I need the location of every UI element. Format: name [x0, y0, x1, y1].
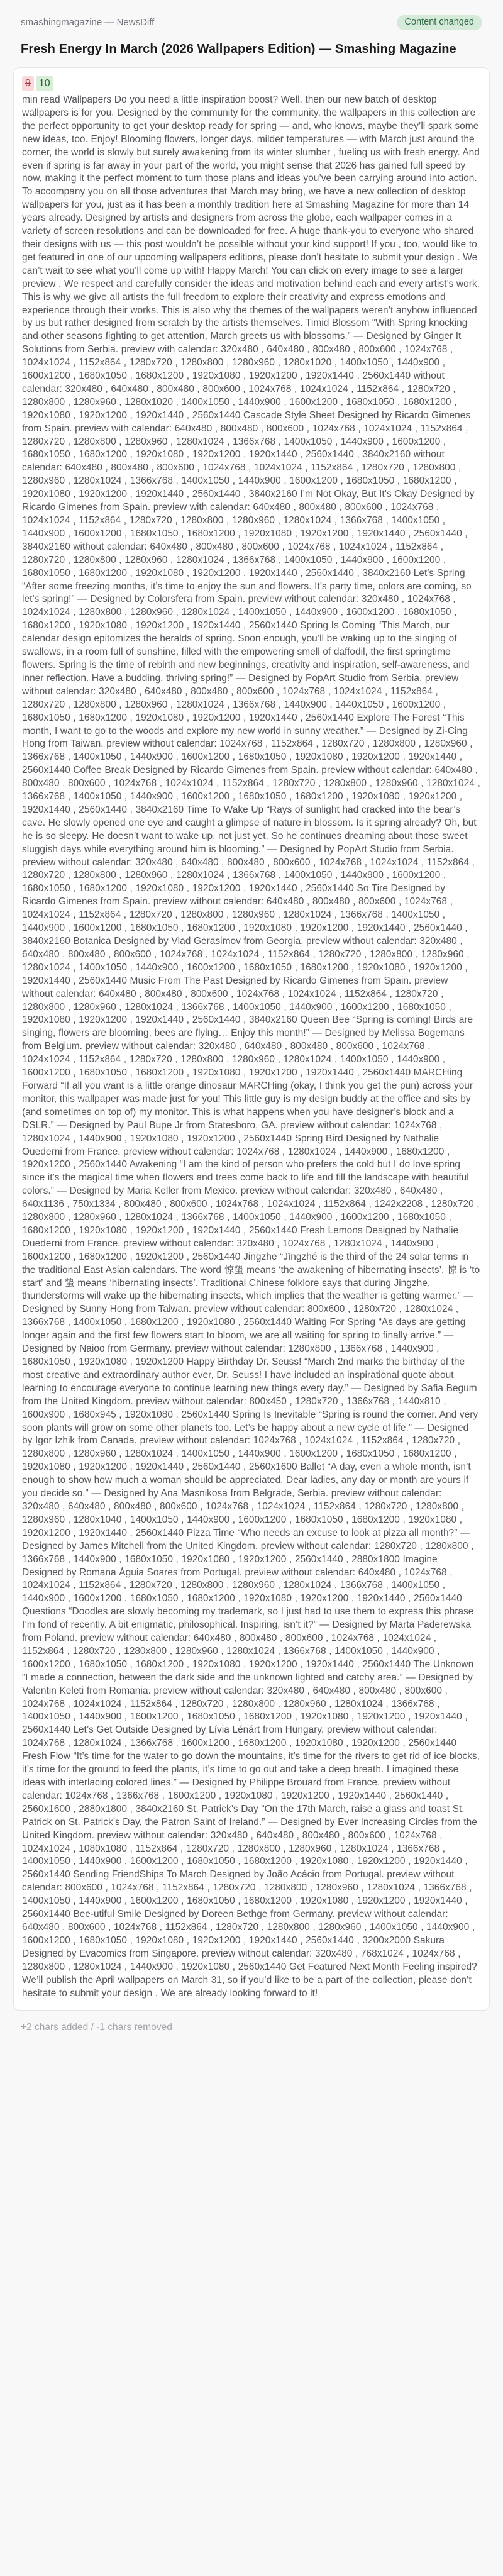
page-title: Fresh Energy In March (2026 Wallpapers Edition) — Smashing Magazine — [21, 42, 456, 56]
header-row — [13, 15, 490, 30]
change-summary: +2 chars added / -1 chars removed — [21, 2022, 172, 2033]
diff-removed-token: 9 — [22, 76, 34, 91]
status-badge: Content changed — [397, 15, 482, 30]
source-label: smashingmagazine — NewsDiff — [21, 17, 155, 28]
diff-card — [13, 67, 490, 2011]
diff-body-text: min read Wallpapers Do you need a little inspiration boost? Well, then our new batch of desktop wallpapers is for you. Designed by the community for the community, the wallpapers in this collection are the perfect opportunity to get your desktop ready for spring — and, who knows, maybe they’ll spark some new ideas, too. Enjoy! Blooming flowers, longer days, milder temperatures — with March just around the corner, the world is slowly but surely awakening from its winter slumber , fueling us with fresh energy. And even if spring is far away in your part of the world, you might sense that 2026 has gained full speed by now, making it the perfect moment to turn those plans and ideas you’ve been carrying around into action. To accompany you on all those adventures that March may bring, we have a new collection of desktop wallpapers for you, just as it has been a monthly tradition here at Smashing Magazine for more than 14 years already. Designed by artists and designers from across the globe, each wallpaper comes in a variety of screen resolutions and can be downloaded for free. A huge thank-you to everyone who shared their designs with us — this post wouldn’t be possible without your kind support! If you , too, would like to get featured in one of our upcoming wallpapers editions, please don’t hesitate to submit your design . We can’t wait to see what you’ll come up with! Happy March! You can click on every image to see a larger preview . We respect and carefully consider the ideas and motivation behind each and every artist’s work. This is why we give all artists the full freedom to explore their creativity and express emotions and experience through their works. This is also why the themes of the wallpapers weren’t anyhow influenced by us but rather designed from scratch by the artists themselves. Timid Blossom “With Spring knocking and other seasons fighting to get attention, March greets us with blossoms.” — Designed by Ginger It Solutions from Serbia. preview with calendar: 320x480 , 640x480 , 800x480 , 800x600 , 1024x768 , 1024x1024 , 1152x864 , 1280x720 , 1280x800 , 1280x960 , 1280x1020 , 1400x1050 , 1440x900 , 1600x1200 , 1680x1050 , 1680x1200 , 1920x1080 , 1920x1200 , 1920x1440 , 2560x1440 without calendar: 320x480 , 640x480 , 800x480 , 800x600 , 1024x768 , 1024x1024 , 1152x864 , 1280x720 , 1280x800 , 1280x960 , 1280x1020 , 1400x1050 , 1440x900 , 1600x1200 , 1680x1050 , 1680x1200 , 1920x1080 , 1920x1200 , 1920x1440 , 2560x1440 Cascade Style Sheet Designed by Ricardo Gimenes from Spain. preview with calendar: 640x480 , 800x480 , 800x600 , 1024x768 , 1024x1024 , 1152x864 , 1280x720 , 1280x800 , 1280x960 , 1280x1024 , 1366x768 , 1400x1050 , 1440x900 , 1600x1200 , 1680x1050 , 1680x1200 , 1920x1080 , 1920x1200 , 1920x1440 , 2560x1440 , 3840x2160 without calendar: 640x480 , 800x480 , 800x600 , 1024x768 , 1024x1024 , 1152x864 , 1280x720 , 1280x800 , 1280x960 , 1280x1024 , 1366x768 , 1400x1050 , 1440x900 , 1600x1200 , 1680x1050 , 1680x1200 , 1920x1080 , 1920x1200 , 1920x1440 , 2560x1440 , 3840x2160 I’m Not Okay, But It’s Okay Designed by Ricardo Gimenes from Spain. preview with calendar: 640x480 , 800x480 , 800x600 , 1024x768 , 1024x1024 , 1152x864 , 1280x720 , 1280x800 , 1280x960 , 1280x1024 , 1366x768 , 1400x1050 , 1440x900 , 1600x1200 , 1680x1050 , 1680x1200 , 1920x1080 , 1920x1200 , 1920x1440 , 2560x1440 , 3840x2160 without calendar: 640x480 , 800x480 , 800x600 , 1024x768 , 1024x1024 , 1152x864 , 1280x720 , 1280x800 , 1280x960 , 1280x1024 , 1366x768 , 1400x1050 , 1440x900 , 1600x1200 , 1680x1050 , 1680x1200 , 1920x1080 , 1920x1200 , 1920x1440 , 2560x1440 , 3840x2160 Let’s Spring “After some freezing months, it’s time to enjoy the sun and flowers. It’s party time, colors are coming, so let’s spring!” — Designed by Colorsfera from Spain. preview without calendar: 320x480 , 1024x768 , 1024x1024 , 1280x800 , 1280x960 , 1280x1024 , 1400x1050 , 1440x900 , 1600x1200 , 1680x1050 , 1680x1200 , 1920x1080 , 1920x1200 , 1920x1440 , 2560x1440 Spring Is Coming “This March, our calendar design epitomizes the heralds of spring. Soon enough, you’ll be waking up to the singing of swallows, in a room full of sunshine, filled with the empowering smell of daffodil, the first springtime flowers. Spring is the time of rebirth and new beginnings, creativity and inspiration, self-awareness, and inner reflection. Have a budding, thriving spring!” — Designed by PopArt Studio from Serbia. preview without calendar: 320x480 , 640x480 , 800x480 , 800x600 , 1024x768 , 1024x1024 , 1152x864 , 1280x720 , 1280x800 , 1280x960 , 1280x1024 , 1366x768 , 1440x900 , 1440x1050 , 1600x1200 , 1680x1050 , 1680x1200 , 1920x1080 , 1920x1200 , 1920x1440 , 2560x1440 Explore The Forest “This month, I want to go to the woods and explore my new world in sunny weather.” — Designed by Zi-Cing Hong from Taiwan. preview without calendar: 1024x768 , 1152x864 , 1280x720 , 1280x800 , 1280x960 , 1366x768 , 1400x1050 , 1440x900 , 1600x1200 , 1680x1050 , 1920x1080 , 1920x1200 , 1920x1440 , 2560x1440 Coffee Break Designed by Ricardo Gimenes from Spain. preview without calendar: 640x480 , 800x480 , 800x600 , 1024x768 , 1024x1024 , 1152x864 , 1280x720 , 1280x800 , 1280x960 , 1280x1024 , 1366x768 , 1400x1050 , 1440x900 , 1600x1200 , 1680x1050 , 1680x1200 , 1920x1080 , 1920x1200 , 1920x1440 , 2560x1440 , 3840x2160 Time To Wake Up “Rays of sunlight had cracked into the bear’s cave. He slowly opened one eye and caught a glimpse of nature in blossom. Is it spring already? Oh, but he is so sleepy. He doesn’t want to wake up, not just yet. So he continues dreaming about those sweet sluggish days while everything around him is blooming.” — Designed by PopArt Studio from Serbia. preview without calendar: 320x480 , 640x480 , 800x480 , 800x600 , 1024x768 , 1024x1024 , 1152x864 , 1280x720 , 1280x800 , 1280x960 , 1280x1024 , 1366x768 , 1400x1050 , 1440x900 , 1600x1200 , 1680x1050 , 1680x1200 , 1920x1080 , 1920x1200 , 1920x1440 , 2560x1440 So Tire Designed by Ricardo Gimenes from Spain. preview without calendar: 640x480 , 800x480 , 800x600 , 1024x768 , 1024x1024 , 1152x864 , 1280x720 , 1280x800 , 1280x960 , 1280x1024 , 1366x768 , 1400x1050 , 1440x900 , 1600x1200 , 1680x1050 , 1680x1200 , 1920x1080 , 1920x1200 , 1920x1440 , 2560x1440 , 3840x2160 Botanica Designed by Vlad Gerasimov from Georgia. preview without calendar: 320x480 , 640x480 , 800x480 , 800x600 , 1024x768 , 1024x1024 , 1152x864 , 1280x720 , 1280x800 , 1280x960 , 1280x1024 , 1400x1050 , 1440x900 , 1600x1200 , 1680x1050 , 1680x1200 , 1920x1080 , 1920x1200 , 1920x1440 , 2560x1440 Music From The Past Designed by Ricardo Gimenes from Spain. preview without calendar: 640x480 , 800x480 , 800x600 , 1024x768 , 1024x1024 , 1152x864 , 1280x720 , 1280x800 , 1280x960 , 1280x1024 , 1366x768 , 1400x1050 , 1440x900 , 1600x1200 , 1680x1050 , 1920x1080 , 1920x1200 , 1920x1440 , 2560x1440 , 3840x2160 Queen Bee “Spring is coming! Birds are singing, flowers are blooming, bees are flying… Enjoy this month!” — Designed by Melissa Bogemans from Belgium. preview without calendar: 320x480 , 640x480 , 800x480 , 800x600 , 1024x768 , 1024x1024 , 1152x864 , 1280x720 , 1280x800 , 1280x960 , 1280x1024 , 1400x1050 , 1440x900 , 1600x1200 , 1680x1050 , 1680x1200 , 1920x1080 , 1920x1200 , 1920x1440 , 2560x1440 MARCHing Forward “If all you want is a little orange dinosaur MARCHing (okay, I think you get the pun) across your monitor, this wallpaper was made just for you! This little guy is my design buddy at the office and sits by (and sometimes on top of) my monitor. This is what happens when you have designer’s block and a DSLR.” — Designed by Paul Bupe Jr from Statesboro, GA. preview without calendar: 1024x768 , 1280x1024 , 1440x900 , 1920x1080 , 1920x1200 , 2560x1440 Spring Bird Designed by Nathalie Ouederni from France. preview without calendar: 1024x768 , 1280x1024 , 1440x900 , 1680x1200 , 1920x1200 , 2560x1440 Awakening “I am the kind of person who prefers the cold but I do love spring since it’s the magical time when flowers and trees come back to life and fill the landscape with beautiful colors.” — Designed by Maria Keller from Mexico. preview without calendar: 320x480 , 640x480 , 640x1136 , 750x1334 , 800x480 , 800x600 , 1024x768 , 1024x1024 , 1152x864 , 1242x2208 , 1280x720 , 1280x800 , 1280x960 , 1280x1024 , 1366x768 , 1400x1050 , 1440x900 , 1600x1200 , 1680x1050 , 1680x1200 , 1920x1080 , 1920x1200 , 1920x1440 , 2560x1440 Fresh Lemons Designed by Nathalie Ouederni from France. preview without calendar: 320x480 , 1024x768 , 1280x1024 , 1440x900 , 1600x1200 , 1680x1200 , 1920x1200 , 2560x1440 Jingzhe “Jīngzhé is the third of the 24 solar terms in the traditional East Asian calendars. The word 惊蛰 means ‘the awakening of hibernating insects’. 惊 is ‘to start’ and 蛰 means ‘hibernating insects’. Traditional Chinese folklore says that during Jingzhe, thunderstorms will wake up the hibernating insects, which implies that the weather is getting warmer.” — Designed by Sunny Hong from Taiwan. preview without calendar: 800x600 , 1280x720 , 1280x1024 , 1366x768 , 1400x1050 , 1680x1200 , 1920x1080 , 2560x1440 Waiting For Spring “As days are getting longer again and the first few flowers start to bloom, we are all waiting for spring to finally arrive.” — Designed by Naioo from Germany. preview without calendar: 1280x800 , 1366x768 , 1440x900 , 1680x1050 , 1920x1080 , 1920x1200 Happy Birthday Dr. Seuss! “March 2nd marks the birthday of the most creative and extraordinary author ever, Dr. Seuss! I have included an inspirational quote about learning to encourage everyone to continue learning new things every day.” — Designed by Safia Begum from the United Kingdom. preview without calendar: 800x450 , 1280x720 , 1366x768 , 1440x810 , 1600x900 , 1680x945 , 1920x1080 , 2560x1440 Spring Is Inevitable “Spring is round the corner. And very soon plants will grow on some other planets too. Let’s be happy about a new cycle of life.” — Designed by Igor Izhik from Canada. preview without calendar: 1024x768 , 1024x1024 , 1152x864 , 1280x720 , 1280x800 , 1280x960 , 1280x1024 , 1400x1050 , 1440x900 , 1600x1200 , 1680x1050 , 1680x1200 , 1920x1080 , 1920x1200 , 1920x1440 , 2560x1440 , 2560x1600 Ballet “A day, even a whole month, isn’t enough to show how much a woman should be appreciated. Dear ladies, any day or month are yours if you decide so.” — Designed by Ana Masnikosa from Belgrade, Serbia. preview without calendar: 320x480 , 640x480 , 800x480 , 800x600 , 1024x768 , 1024x1024 , 1152x864 , 1280x720 , 1280x800 , 1280x960 , 1280x1040 , 1400x1050 , 1440x900 , 1600x1200 , 1680x1050 , 1680x1200 , 1920x1080 , 1920x1200 , 1920x1440 , 2560x1440 Pizza Time “Who needs an excuse to look at pizza all month?” — Designed by James Mitchell from the United Kingdom. preview without calendar: 1280x720 , 1280x800 , 1366x768 , 1440x900 , 1680x1050 , 1920x1080 , 1920x1200 , 2560x1440 , 2880x1800 Imagine Designed by Romana Águia Soares from Portugal. preview without calendar: 640x480 , 1024x768 , 1024x1024 , 1152x864 , 1280x720 , 1280x800 , 1280x960 , 1280x1024 , 1366x768 , 1400x1050 , 1440x900 , 1600x1200 , 1680x1050 , 1680x1200 , 1920x1080 , 1920x1200 , 1920x1440 , 2560x1440 Questions “Doodles are slowly becoming my trademark, so I just had to use them to express this phrase I’m fond of recently. A bit enigmatic, philosophical. Inspiring, isn’t it?” — Designed by Marta Paderewska from Poland. preview without calendar: 640x480 , 800x480 , 800x600 , 1024x768 , 1024x1024 , 1152x864 , 1280x720 , 1280x800 , 1280x960 , 1280x1024 , 1366x768 , 1400x1050 , 1440x900 , 1600x1200 , 1680x1050 , 1680x1200 , 1920x1080 , 1920x1200 , 1920x1440 , 2560x1440 The Unknown “I made a connection, between the dark side and the unknown lighted and catchy area.” — Designed by Valentin Keleti from Romania. preview without calendar: 320x480 , 640x480 , 800x480 , 800x600 , 1024x768 , 1024x1024 , 1152x864 , 1280x720 , 1280x800 , 1280x960 , 1280x1024 , 1366x768 , 1400x1050 , 1440x900 , 1600x1200 , 1680x1050 , 1680x1200 , 1920x1080 , 1920x1200 , 1920x1440 , 2560x1440 Let’s Get Outside Designed by Lívia Lénárt from Hungary. preview without calendar: 1024x768 , 1280x1024 , 1366x768 , 1600x1200 , 1680x1200 , 1920x1080 , 1920x1200 , 2560x1440 Fresh Flow “It’s time for the water to go down the mountains, it’s time for the rivers to get rid of ice blocks, it’s time for the ground to feed the plants, it’s time to go out and take a deep breath. I imagined these ideas with interlacing colored lines.” — Designed by Philippe Brouard from France. preview without calendar: 1024x768 , 1366x768 , 1600x1200 , 1920x1080 , 1920x1200 , 1920x1440 , 2560x1440 , 2560x1600 , 2880x1800 , 3840x2160 St. Patrick’s Day “On the 17th March, raise a glass and toast St. Patrick on St. Patrick’s Day, the Patron Saint of Ireland.” — Designed by Ever Increasing Circles from the United Kingdom. preview without calendar: 320x480 , 640x480 , 800x480 , 800x600 , 1024x768 , 1024x1024 , 1080x1080 , 1152x864 , 1280x720 , 1280x800 , 1280x960 , 1280x1024 , 1366x768 , 1400x1050 , 1440x900 , 1600x1200 , 1680x1050 , 1680x1200 , 1920x1080 , 1920x1200 , 1920x1440 , 2560x1440 Sending FriendShips To March Designed by João Acácio from Portugal. preview without calendar: 800x600 , 1024x768 , 1152x864 , 1280x720 , 1280x800 , 1280x960 , 1280x1024 , 1366x768 , 1400x1050 , 1440x900 , 1600x1200 , 1680x1050 , 1680x1200 , 1920x1080 , 1920x1200 , 1920x1440 , 2560x1440 Bee-utiful Smile Designed by Doreen Bethge from Germany. preview without calendar: 640x480 , 800x600 , 1024x768 , 1152x864 , 1280x720 , 1280x800 , 1280x960 , 1400x1050 , 1440x900 , 1600x1200 , 1680x1050 , 1920x1080 , 1920x1200 , 1920x1440 , 2560x1440 , 3200x2000 Sakura Designed by Evacomics from Singapore. preview without calendar: 320x480 , 768x1024 , 1024x768 , 1280x800 , 1280x1024 , 1440x900 , 1920x1080 , 2560x1440 Get Featured Next Month Feeling inspired? We’ll publish the April wallpapers on March 31, so if you’d like to be a part of the collection, please don’t hesitate to submit your design . We are already looking forward to it! — [22, 94, 480, 1999]
diff-added-token: 10 — [36, 76, 53, 91]
diff-token-row — [22, 76, 481, 91]
